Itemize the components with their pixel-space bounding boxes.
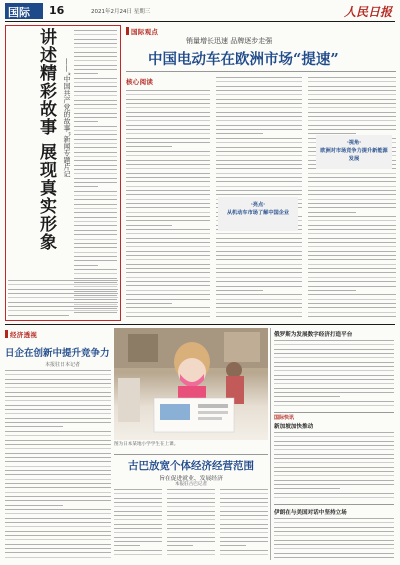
bottom-left-headline: 日企在创新中提升竞争力 xyxy=(5,348,110,359)
feature-lower-body xyxy=(8,280,118,318)
pull-quote-2 xyxy=(316,135,392,169)
cuba-subtitle: 旨在促进就业、发展经济 xyxy=(159,476,223,482)
page-header xyxy=(0,0,400,22)
feature-subtitle: ——“中国共产党的故事”新闻专题片记 xyxy=(63,58,71,178)
brief-divider-2 xyxy=(274,504,394,505)
cuba-body-2 xyxy=(167,489,215,559)
brief-3-body xyxy=(274,518,394,558)
top-section-label: 国际观点 xyxy=(131,28,159,36)
bottom-left-article xyxy=(5,328,111,560)
cuba-body-1 xyxy=(114,489,162,559)
header-rule xyxy=(5,21,395,22)
top-byline-rule xyxy=(126,71,396,72)
cuba-headline: 古巴放宽个体经济经营范围 xyxy=(128,460,254,472)
feature-title: 讲述精彩故事 展现真实形象 xyxy=(36,28,56,251)
section-divider xyxy=(5,324,395,325)
brief-3-title: 伊朗在与美国对话中坚持立场 xyxy=(274,510,347,516)
page-number: 16 xyxy=(49,4,65,17)
pull-quote-1 xyxy=(218,197,298,231)
section-name: 国际 xyxy=(8,6,30,19)
header-date: 2021年2月24日 星期三 xyxy=(91,9,151,15)
feature-body xyxy=(74,30,117,316)
pull-quote-1-text: ·亮点· 从机动车市场了解中国企业 xyxy=(226,202,290,216)
bottom-left-byline: 本报驻日本记者 xyxy=(45,362,81,368)
news-photo xyxy=(114,328,268,440)
brief-divider-1 xyxy=(274,412,394,413)
brief-2-body xyxy=(274,432,394,502)
right-col-rule xyxy=(270,328,271,560)
pull-quote-2-text: ·视角· 欧洲对市场竞争力提升新能源发展 xyxy=(320,140,388,162)
photo-caption: 图为日本某地小学学生在上课。 xyxy=(114,442,179,447)
brief-1-title: 俄罗斯为发展数字经济打造平台 xyxy=(274,332,353,338)
top-headline: 中国电动车在欧洲市场“提速” xyxy=(148,51,339,68)
top-col-1 xyxy=(126,77,210,319)
bottom-section-label: 经济透视 xyxy=(10,331,38,339)
bottom-left-body xyxy=(5,370,111,558)
right-column xyxy=(272,328,396,560)
core-reading-label: 核心阅读 xyxy=(126,78,154,86)
brief-1-body xyxy=(274,340,394,410)
masthead-logo: 人民日报 xyxy=(343,5,392,19)
top-col-3 xyxy=(308,77,396,319)
section-marker xyxy=(126,27,129,35)
cuba-byline: 本报驻古巴记者 xyxy=(174,482,208,487)
brief-label: 国际快讯 xyxy=(274,415,295,421)
brief-2-title: 新加坡加快推动 xyxy=(274,424,314,430)
photo-illustration xyxy=(114,328,268,440)
photo-caption-rule xyxy=(114,454,268,455)
top-kicker: 销量增长迅速 品牌逐步走强 xyxy=(186,37,273,45)
cuba-body-3 xyxy=(220,489,268,559)
top-article xyxy=(126,25,396,321)
section-marker-2 xyxy=(5,330,8,338)
bottom-mid-article xyxy=(114,458,268,560)
